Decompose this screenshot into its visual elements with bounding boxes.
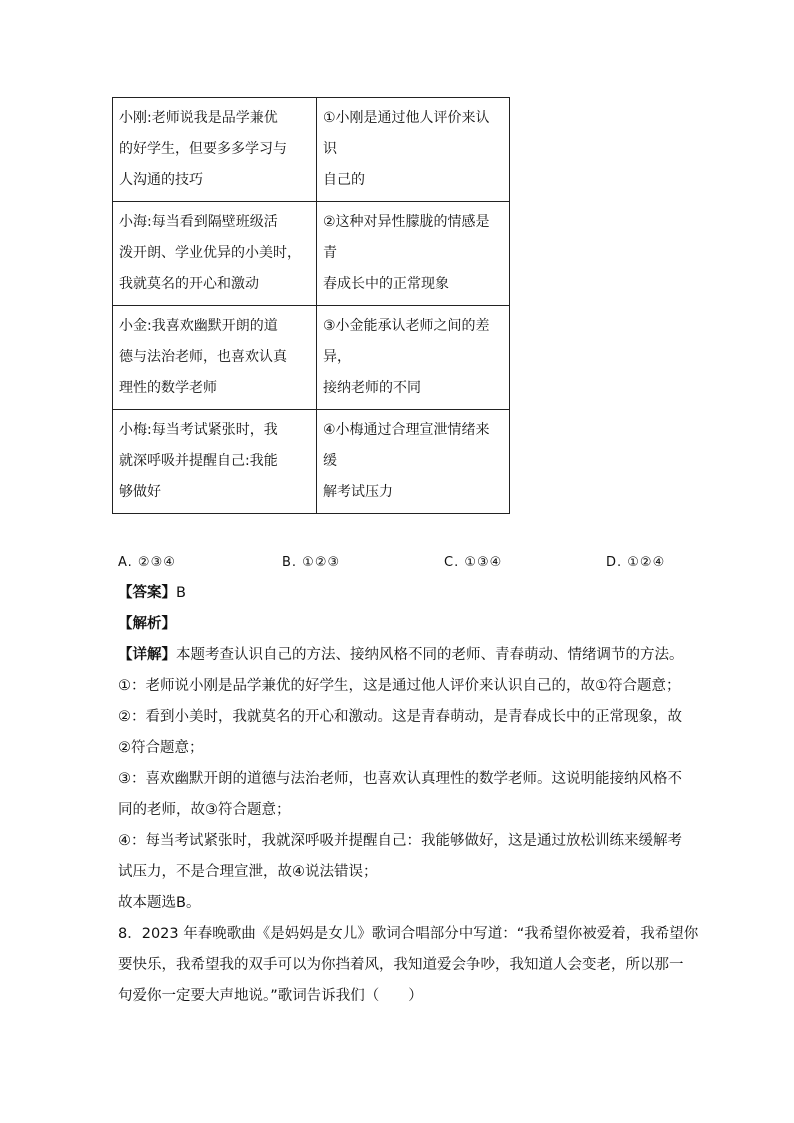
cell-line: 就深呼吸并提醒自己:我能 (119, 453, 278, 469)
option-a[interactable]: A. ②③④ (118, 555, 176, 570)
cell-line: 自己的 (323, 172, 365, 188)
cell-line: 小金:我喜欢幽默开朗的道 (119, 318, 278, 334)
detail-conclusion: 故本题选B。 (118, 895, 201, 911)
cell-line: ①小刚是通过他人评价来认识 (323, 110, 490, 157)
statement-cell (113, 98, 317, 202)
detail-intro: 本题考查认识自己的方法、接纳风格不同的老师、青春萌动、情绪调节的方法。 (176, 647, 684, 663)
answer-label: 【答案】 (118, 585, 176, 601)
cell-line: 接纳老师的不同 (323, 380, 421, 396)
detail-line: ②：看到小美时，我就莫名的开心和激动。这是青春萌动，是青春成长中的正常现象，故 (118, 709, 682, 725)
cell-line: 的好学生，但要多多学习与 (119, 141, 287, 157)
table-row (113, 98, 510, 202)
cell-line: 解考试压力 (323, 484, 393, 500)
cell-line: 小梅:每当考试紧张时，我 (119, 422, 278, 438)
option-c[interactable]: C. ①③④ (444, 555, 503, 570)
judgment-cell (317, 306, 510, 410)
matching-table (112, 97, 510, 514)
question8-line: 要快乐，我希望我的双手可以为你挡着风，我知道爱会争吵，我知道人会变老，所以那一 (118, 957, 684, 973)
cell-line: ③小金能承认老师之间的差异， (323, 318, 490, 365)
cell-line: ②这种对异性朦胧的情感是青 (323, 214, 490, 261)
analysis-label: 【解析】 (118, 616, 176, 632)
cell-line: 泼开朗、学业优异的小美时， (119, 245, 301, 261)
question8-line: 8．2023 年春晚歌曲《是妈妈是女儿》歌词合唱部分中写道：“我希望你被爱着，我希望你 (118, 926, 699, 942)
table-row (113, 202, 510, 306)
cell-line: ④小梅通过合理宣泄情绪来缓 (323, 422, 490, 469)
detail-line: ②符合题意； (118, 740, 204, 756)
detail-intro-line (118, 644, 684, 666)
detail-line: 试压力，不是合理宣泄，故④说法错误； (118, 864, 378, 880)
cell-line: 小海:每当看到隔壁班级活 (119, 214, 278, 230)
cell-line: 小刚:老师说我是品学兼优 (119, 110, 278, 126)
detail-line: 同的老师，故③符合题意； (118, 802, 291, 818)
table-row (113, 410, 510, 514)
detail-line: ③：喜欢幽默开朗的道德与法治老师，也喜欢认真理性的数学老师。这说明能接纳风格不 (118, 771, 682, 787)
answer-line (118, 582, 186, 604)
cell-line: 德与法治老师，也喜欢认真 (119, 349, 287, 365)
detail-label: 【详解】 (118, 647, 176, 663)
option-d[interactable]: D. ①②④ (606, 555, 666, 570)
cell-line: 理性的数学老师 (119, 380, 217, 396)
cell-line: 我就莫名的开心和激动 (119, 276, 259, 292)
cell-line: 春成长中的正常现象 (323, 276, 449, 292)
matching-table-body (113, 98, 510, 514)
statement-cell (113, 306, 317, 410)
cell-line: 人沟通的技巧 (119, 172, 203, 188)
option-b[interactable]: B. ①②③ (282, 555, 341, 570)
statement-cell (113, 202, 317, 306)
judgment-cell (317, 410, 510, 514)
question8-line: 句爱你一定要大声地说。”歌词告诉我们（ ） (118, 988, 423, 1004)
table-row (113, 306, 510, 410)
answer-options (118, 555, 678, 575)
cell-line: 够做好 (119, 484, 161, 500)
statement-cell (113, 410, 317, 514)
detail-line: ①：老师说小刚是品学兼优的好学生，这是通过他人评价来认识自己的，故①符合题意； (118, 678, 681, 694)
detail-line: ④：每当考试紧张时，我就深呼吸并提醒自己：我能够做好，这是通过放松训练来缓解考 (118, 833, 682, 849)
judgment-cell (317, 202, 510, 306)
answer-value: B (176, 585, 186, 601)
judgment-cell (317, 98, 510, 202)
